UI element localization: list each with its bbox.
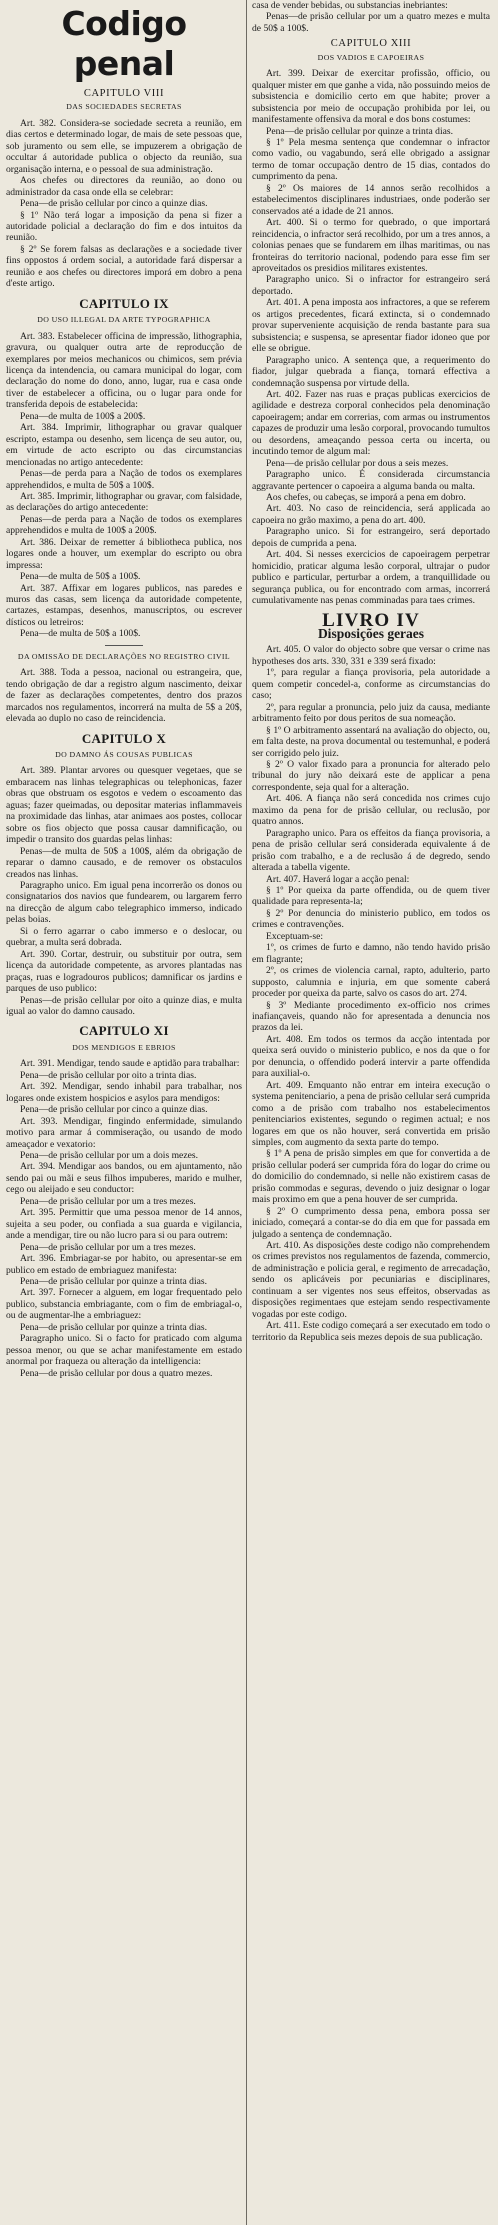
paragraph: Art. 389. Plantar arvores ou quesquer vegetaes, que se embaracem nas linhas telegraphicas ou telephonicas, fazer obras que obstruam os esgotos e vedem o escoamento das aguas; fazer queimadas, ou depositar materias inflammaveis na proximidade das linhas, atar animaes aos postes, collocar sobre os fios objecto que possa causar damnificação, ou impedir o transito dos guardas pelas linhas:	[6, 765, 242, 846]
paragraph: § 1º Não terá logar a imposição da pena si fizer a autoridade policial a declaração do fim e dos intuitos da reunião.	[6, 209, 242, 244]
paragraph: Art. 410. As disposições deste codigo não comprehendem os crimes previstos nos regulamentos de fazenda, commercio, de administração e policia geral, e regimento de arrecadação, sendo os aplicáveis por pecuniarias e disciplinares, continuam a ser vigentes nos seus effeitos, observadas as disposições regimentaes que estejam sendo respectivamente vogadas por este codigo.	[252, 1240, 490, 1320]
paragraph: § 2º Os maiores de 14 annos serão recolhidos a estabelecimentos disciplinares industriaes, onde poderão ser conservados até a idade de 21 annos.	[252, 182, 490, 217]
paragraph: Art. 395. Permittir que uma pessoa menor de 14 annos, sujeita a seu poder, ou confiada a sua guarda e vigilancia, ande a mendigar, tire ou não lucro para si ou para outrem:	[6, 1207, 242, 1242]
paragraph: Penas—de perda para a Nação de todos os exemplares apprehendidos e multa de 100$ a 200$.	[6, 513, 242, 537]
paragraph: Pena—de prisão cellular por oito a trinta dias.	[20, 1069, 197, 1081]
paragraph: Art. 406. A fiança não será concedida nos crimes cujo maximo da pena for de prisão cellular, ou reclusão, por quatro annos.	[252, 793, 490, 828]
paragraph: Art. 394. Mendigar aos bandos, ou em ajuntamento, não sendo pai ou mãi e seus filhos impuberes, marido e mulher, cego ou aleijado e seu conductor:	[6, 1161, 242, 1196]
paragraph: Pena—de multa de 100$ a 200$.	[20, 410, 146, 422]
chapter-x-heading: CAPITULO X	[81, 730, 167, 746]
book-iv-heading: LIVRO IV	[322, 609, 420, 631]
paragraph: Paragrapho unico. Para os effeitos da fiança provisoria, a pena de prisão cellular será considerada equivalente á de prisão com trabalho, e a de reclusão á de degredo, sendo alterada a tabella vigente.	[252, 827, 490, 874]
paragraph: Art. 404. Si nesses exercicios de capoeiragem perpetrar homicidio, praticar alguma lesão corporal, ultrajar o pudor publico e particular, perturbar a ordem, a tranquillidade ou segurança publica, ou for encontrado com armas, incorrerá cumulativamente nas penas comminadas para taes crimes.	[252, 549, 490, 607]
paragraph: Art. 401. A pena imposta aos infractores, a que se referem os artigos precedentes, ficará extincta, si o condemnado provar superveniente acquisição de renda bastante para sua subsistencia; e suspensa, se apresentar fiador idoneo que por elle se obrigue.	[252, 297, 490, 355]
paragraph: Art. 400. Si o termo for quebrado, o que importará reincidencia, o infractor será recolhido, por um a tres annos, a colonias penaes que se fundarem em ilhas maritimas, ou nas fronteiras do territorio nacional, podendo para esse fim ser aproveitados os presidios militares existentes.	[252, 217, 490, 274]
paragraph: Pena—de prisão cellular por dous a quatro mezes.	[20, 1367, 213, 1379]
chapter-viii-body	[6, 118, 242, 290]
chapter-xiii-body	[252, 68, 490, 606]
paragraph: § 2º Se forem falsas as declarações e a sociedade tiver fins oppostos á ordem social, a autoridade fará dispersar a reunião e aos chefes ou directores imporá em dobro a pena d'este artigo.	[6, 243, 242, 290]
paragraph: Art. 385. Imprimir, lithographar ou gravar, com falsidade, as declarações do artigo antecedente:	[6, 490, 242, 514]
paragraph: Pena—de prisão cellular por um a tres mezes.	[20, 1195, 196, 1207]
chapter-xi-body	[6, 1058, 242, 1379]
paragraph: Si o ferro agarrar o cabo immerso e o deslocar, ou quebrar, a multa será dobrada.	[6, 925, 242, 949]
paragraph: § 1º Por queixa da parte offendida, ou de quem tiver qualidade para representa-la;	[252, 884, 490, 908]
book-iv-subtitle: Disposições geraes	[317, 626, 425, 642]
paragraph: Art. 391. Mendigar, tendo saude e aptidão para trabalhar:	[20, 1058, 240, 1070]
paragraph: Paragrapho unico. Si o infractor for estrangeiro será deportado.	[252, 274, 490, 297]
paragraph: Pena—de multa de 50$ a 100$.	[20, 628, 141, 640]
paragraph: Pena—de prisão cellular por um a dois mezes.	[20, 1149, 198, 1161]
section-ix-heading: DO USO ILLEGAL DA ARTE TYPOGRAPHICA	[37, 315, 211, 325]
paragraph: § 1º O arbitramento assentará na avaliação do objecto, ou, em falta deste, na prova documental ou testemunhal, e poderá ser corrigido pelo juiz.	[252, 724, 490, 759]
paragraph: Art. 387. Affixar em logares publicos, nas paredes e muros das casas, sem licença da autoridade competente, cartazes, estampas, desenhos, manuscriptos, ou escrever dísticos ou letreiros:	[6, 582, 242, 628]
paragraph: § 2º O cumprimento dessa pena, embora possa ser iniciado, começará a contar-se do dia em que for passada em julgado a sentença de condemnação.	[252, 1205, 490, 1240]
paragraph: Art. 403. No caso de reincidencia, será applicada ao capoeira no grão maximo, a pena do art. 400.	[252, 503, 490, 526]
paragraph: Paragrapho unico. Si for estrangeiro, será deportado depois de cumprida a pena.	[252, 526, 490, 549]
paragraph: Pena—de prisão cellular por quinze a trinta dias.	[20, 1275, 208, 1287]
chapter-ix-body	[6, 331, 242, 640]
paragraph: Art. 382. Considera-se sociedade secreta a reunião, em dias certos e determinado logar, de mais de sete pessoas que, sob juramento ou sem elle, se impuzerem a obrigação de occultar á autoridade publica o objecto da reunião, sua organisação interna, e o pessoal de sua administração.	[6, 117, 242, 175]
paragraph: Art. 399. Deixar de exercitar profissão, officio, ou qualquer mister em que ganhe a vida, não possuindo meios de subsistencia e domicilio certo em que habite; prover a subsistencia por meio de occupação prohibida por lei, ou manifestamente offensiva da moral e dos bons costumes:	[252, 68, 490, 126]
paragraph: § 2º Por denuncia do ministerio publico, em todos os crimes e contravenções.	[252, 907, 490, 931]
paragraph: Art. 409. Emquanto não entrar em inteira execução o systema penitenciario, a pena de prisão cellular será cumprida como a de prisão com trabalho nos estabelecimentos penitenciarios existentes, segundo o regimen actual; e nos logares em que os não houver, será convertida em prisão simples, com augmento da sexta parte do tempo.	[252, 1079, 490, 1148]
paragraph: casa de vender bebidas, ou substancias inebriantes:	[252, 0, 448, 11]
paragraph: Pena—de prisão cellular por cinco a quinze dias.	[20, 1104, 208, 1116]
paragraph: Penas—de prisão cellular por um a quatro mezes e multa de 50$ a 100$.	[252, 11, 490, 34]
paragraph: Art. 407. Haverá logar a acção penal:	[266, 873, 410, 885]
paragraph: Penas—de perda para a Nação de todos os exemplares apprehendidos, e multa de 50$ a 100$.	[6, 468, 242, 491]
paragraph: 2º, os crimes de violencia carnal, rapto, adulterio, parto supposto, calumnia e injuria, em que somente caberá proceder por queixa da parte, salvo os casos do art. 274.	[252, 965, 490, 1000]
paragraph: Aos chefes ou directores da reunião, ao dono ou administrador da casa onde ella se celebrar:	[6, 175, 242, 198]
chapter-xiii-heading: CAPITULO XIII	[330, 38, 412, 50]
paragraph: 1º, os crimes de furto e damno, não tendo havido prisão em flagrante;	[252, 942, 490, 965]
right-column	[252, 0, 490, 2225]
paragraph: Art. 384. Imprimir, lithographar ou gravar qualquer escripto, estampa ou desenho, sem licença de seu autor, ou, em virtude de acto escripto ou das circumstancias mencionadas no artigo antecedente:	[6, 422, 242, 468]
paragraph: Art. 386. Deixar de remetter á bibliotheca publica, nos logares onde a houver, um exemplar do escripto ou obra impressa:	[6, 536, 242, 571]
section-x-heading: DO DAMNO ÁS COUSAS PUBLICAS	[55, 750, 193, 760]
paragraph: Exceptuam-se:	[266, 930, 324, 942]
column-rule	[246, 0, 247, 2225]
paragraph: § 1º Pela mesma sentença que condemnar o infractor como vadio, ou vagabundo, será elle obrigado a assignar termo de tomar occupação dentro de 15 dias, contados do cumprimento da pena.	[252, 136, 490, 183]
paragraph: Paragrapho unico. Em igual pena incorrerão os donos ou consignatarios dos navios que fundearem, ou largarem ferro na direcção de algum cabo telegraphico immerso, indicado pelas boias.	[6, 880, 242, 926]
masthead-title: Codigo penal	[61, 4, 187, 83]
paragraph: Pena—de prisão cellular por dous a seis mezes.	[266, 457, 449, 469]
paragraph: Art. 405. O valor do objecto sobre que versar o crime nas hypotheses dos arts. 330, 331 e 339 será fixado:	[252, 644, 490, 667]
section-viii-heading: DAS SOCIEDADES SECRETAS	[66, 102, 182, 112]
section-xi-heading: DOS MENDIGOS E EBRIOS	[72, 1042, 176, 1052]
paragraph: Paragrapho unico. É considerada circumstancia aggravante pertencer o capoeira a alguma banda ou malta.	[252, 469, 490, 492]
paragraph: Art. 402. Fazer nas ruas e praças publicas exercicios de agilidade e destreza corporal conhecidos pela denominação capoeiragem; andar em correrias, com armas ou instrumentos capazes de produzir uma lesão corporal, provocando tumultos ou desordens, ameaçando pessoa certa ou incerta, ou incutindo temor de algum mal:	[252, 388, 490, 458]
civil-registry-body	[6, 667, 242, 724]
chapter-ix-heading: CAPITULO IX	[79, 295, 169, 311]
paragraph: 1º, para regular a fiança provisoria, pela autoridade a quem competir concedel-a, conforme as circumstancias do caso;	[252, 667, 490, 702]
paragraph: § 2º O valor fixado para a pronuncia for alterado pelo tribunal do jury não deixará este de applicar a pena correspondente, seja qual for a alteração.	[252, 759, 490, 793]
chapter-viii-heading: CAPITULO VIII	[83, 88, 165, 99]
paragraph: Pena—de multa de 50$ a 100$.	[20, 571, 141, 583]
paragraph: Art. 392. Mendigar, sendo inhabil para trabalhar, nos logares onde existem hospicios e asylos para mendigos:	[6, 1081, 242, 1104]
section-xiii-heading: DOS VADIOS E CAPOEIRAS	[317, 52, 425, 62]
paragraph: Art. 397. Fornecer a alguem, em logar frequentado pelo publico, substancia embriagante, com o fim de embriagal-o, ou de augmentar-lhe a embriaguez:	[6, 1287, 242, 1322]
paragraph: Aos chefes, ou cabeças, se imporá a pena em dobro.	[266, 492, 466, 504]
paragraph: Pena—de prisão cellular por quinze a trinta dias.	[20, 1321, 208, 1333]
paragraph: Art. 383. Estabelecer officina de impressão, lithographia, gravura, ou qualquer outra arte de reproducção de exemplares por meios mechanicos ou chimicos, sem prévia licença da intendencia, ou camara municipal do logar, com declaração do nome do dono, anno, lugar, rua e casa onde tiver de estabelecer a officina, ou o lugar para onde for transferida depois de estabelecida:	[6, 330, 242, 411]
paragraph: Art. 408. Em todos os termos da acção intentada por queixa será ouvido o ministerio publico, e nos da que o for por denuncia, o offendido poderá intervir a parte offendida para auxilial-o.	[252, 1033, 490, 1080]
paragraph: Pena—de prisão cellular por cinco a quinze dias.	[20, 198, 208, 210]
chapter-x-body	[6, 765, 242, 1017]
paragraph: Pena—de prisão cellular por quinze a trinta dias.	[266, 125, 454, 137]
divider	[105, 645, 143, 646]
paragraph: § 3º Mediante procedimento ex-officio nos crimes inafiançaveis, quando não for apresentada a denuncia nos prazos da lei.	[252, 999, 490, 1034]
paragraph: Penas—de prisão cellular por oito a quinze dias, e multa igual ao valor do damno causado.	[6, 994, 242, 1017]
paragraph: Art. 396. Embriagar-se por habito, ou apresentar-se em publico em estado de embriaguez manifesta:	[6, 1253, 242, 1276]
paragraph: 2º, para regular a pronuncia, pelo juiz da causa, mediante arbitramento feito por dous peritos de sua nomeação.	[252, 701, 490, 725]
continued-text	[252, 0, 490, 34]
paragraph: Art. 388. Toda a pessoa, nacional ou estrangeira, que, tendo obrigação de dar a registro algum nascimento, deixar de fazer as declarações competentes, dentro dos prazos marcados nos regulamentos, incorrerá na multa de 5$ a 20$, elevada ao duplo no caso de reincidencia.	[6, 667, 242, 725]
left-column	[6, 0, 242, 2225]
paragraph: Pena—de prisão cellular por um a tres mezes.	[20, 1241, 196, 1253]
book-iv-body	[252, 644, 490, 1343]
paragraph: Art. 390. Cortar, destruir, ou substituir por outra, sem licença da autoridade competente, as arvores plantadas nas praças, ruas e logradouros publicos; damnificar os jardins e parques de uso publico:	[6, 948, 242, 995]
paragraph: Paragrapho unico. Si o facto for praticado com alguma pessoa menor, ou que se achar manifestamente em estado anormal por fraqueza ou alteração da intelligencia:	[6, 1333, 242, 1368]
paragraph: § 1º A pena de prisão simples em que for convertida a de prisão cellular poderá ser cumprida fóra do logar do crime ou do domicilio do condemnado, si nelle não existirem casas de prisão commodas e seguras, devendo o juiz designar o logar mais proximo em que a pena houver de ser cumprida.	[252, 1148, 490, 1206]
paragraph: Paragrapho unico. A sentença que, a requerimento do fiador, julgar quebrada a fiança, tornará effectiva a condemnação suspensa por virtude della.	[252, 354, 490, 389]
paragraph: Penas—de multa de 50$ a 100$, além da obrigação de reparar o damno causado, e de remover os obstaculos creados nas linhas.	[6, 845, 242, 880]
section-civil-heading: DA OMISSÃO DE DECLARAÇÕES NO REGISTRO CIVIL	[17, 651, 231, 661]
chapter-xi-heading: CAPITULO XI	[79, 1023, 169, 1039]
paragraph: Art. 393. Mendigar, fingindo enfermidade, simulando motivo para armar á commiseração, ou usando de modo ameaçador e vexatorio:	[6, 1115, 242, 1150]
paragraph: Art. 411. Este codigo começará a ser executado em todo o territorio da Republica seis mezes depois de sua publicação.	[252, 1320, 490, 1343]
